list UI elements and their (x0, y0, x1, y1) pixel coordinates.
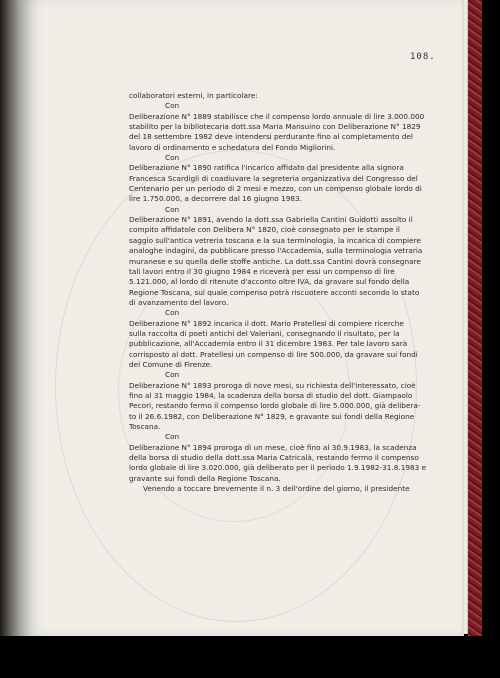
text-line: to il 26.6.1982, con Deliberazione N° 1829, e gravante sui fondi della Regione (129, 411, 415, 421)
text-line: Centenario per un periodo di 2 mesi e mezzo, con un compenso globale lordo di (129, 184, 422, 194)
con-heading: Con (165, 204, 180, 214)
text-line: lordo globale di lire 3.020.000, già deliberato per il periodo 1.9.1982-31.8.1983 e (129, 463, 427, 473)
scan-background (0, 636, 500, 678)
text-line: Pecori, restando fermo il compenso lordo globale di lire 5.000.000, già delibera- (129, 401, 421, 411)
con-heading: Con (165, 370, 180, 380)
text-line: saggio sull'antica vetreria toscana e la sua terminologia, la incarica di compiere (129, 235, 421, 245)
text-line: fino al 31 maggio 1984, la scadenza della borsa di studio del dott. Giampaolo (129, 390, 413, 400)
text-line: del Comune di Firenze. (129, 359, 213, 369)
marbled-cover-edge (468, 0, 482, 640)
text-line: corrisposto al dott. Pratellesi un compenso di lire 500.000, da gravare sui fondi (129, 349, 418, 359)
text-line: sulla raccolta di poeti antichi del Valeriani, consegnando il risultato, per la (129, 328, 400, 338)
con-heading: Con (165, 308, 180, 318)
con-heading: Con (165, 432, 180, 442)
text-line: collaboratori esterni, in particolare: (129, 91, 258, 100)
text-line: compito affidatole con Delibera N° 1820, cioè consegnato per le stampe il (129, 225, 400, 235)
document-body (129, 91, 443, 494)
text-line: Deliberazione N° 1892 incarica il dott. Mario Pratellesi di compiere ricerche (129, 318, 404, 328)
text-line: della borsa di studio della dott.ssa Maria Catricalà, restando fermo il compenso (129, 453, 419, 463)
text-line: Regione Toscana, sul quale compenso potrà riscuotere acconti secondo lo stato (129, 287, 420, 297)
text-line: muranese e su quella delle stoffe antiche. La dott.ssa Cantini dovrà consegnare (129, 256, 421, 266)
text-line: 5.121.000, al lordo di ritenute d'acconto oltre IVA, da gravare sul fondo della (129, 277, 410, 287)
text-line: tali lavori entro il 30 giugno 1984 e riceverà per essi un compenso di lire (129, 266, 395, 276)
text-line: di avanzamento del lavoro. (129, 297, 229, 307)
text-line: analoghe indagini, da pubblicare presso l'Accademia, sulla terminologia vetraria (129, 246, 423, 256)
text-line: Venendo a toccare brevemente il n. 3 dell'ordine del giorno, il presidente (143, 484, 410, 494)
page-number: 108. (410, 52, 436, 62)
text-line: lavoro di ordinamento e schedatura del Fondo Migliorini. (129, 142, 336, 152)
text-line: Deliberazione N° 1890 ratifica l'incarico affidato dal presidente alla signora (129, 163, 404, 173)
text-line: Deliberazione N° 1893 proroga di nove mesi, su richiesta dell'interessato, cioè (129, 380, 416, 390)
text-line: gravante sui fondi della Regione Toscana. (129, 473, 281, 483)
text-line: Deliberazione N° 1891, avendo la dott.ssa Gabriella Cantini Guidotti assolto il (129, 215, 413, 225)
text-line: Toscana. (129, 422, 161, 431)
text-line: Deliberazione N° 1889 stabilisce che il compenso lordo annuale di lire 3.000.000 (129, 111, 425, 121)
text-line: lire 1.750.000, a decorrere dal 16 giugno 1983. (129, 194, 302, 204)
con-heading: Con (165, 101, 180, 111)
text-line: del 18 settembre 1982 deve intendersi perdurante fino al completamento del (129, 132, 413, 142)
text-line: Deliberazione N° 1894 proroga di un mese, cioè fino al 30.9.1983, la scadenza (129, 442, 417, 452)
text-line: pubblicazione, all'Accademia entro il 31 dicembre 1983. Per tale lavoro sarà (129, 339, 408, 349)
text-line: stabilito per la bibliotecaria dott.ssa Maria Mansuino con Deliberazione N° 1829 (129, 122, 421, 132)
con-heading: Con (165, 153, 180, 163)
text-line: Francesca Scardigli di coadiuvare la segreteria organizzativa del Congresso del (129, 173, 418, 183)
